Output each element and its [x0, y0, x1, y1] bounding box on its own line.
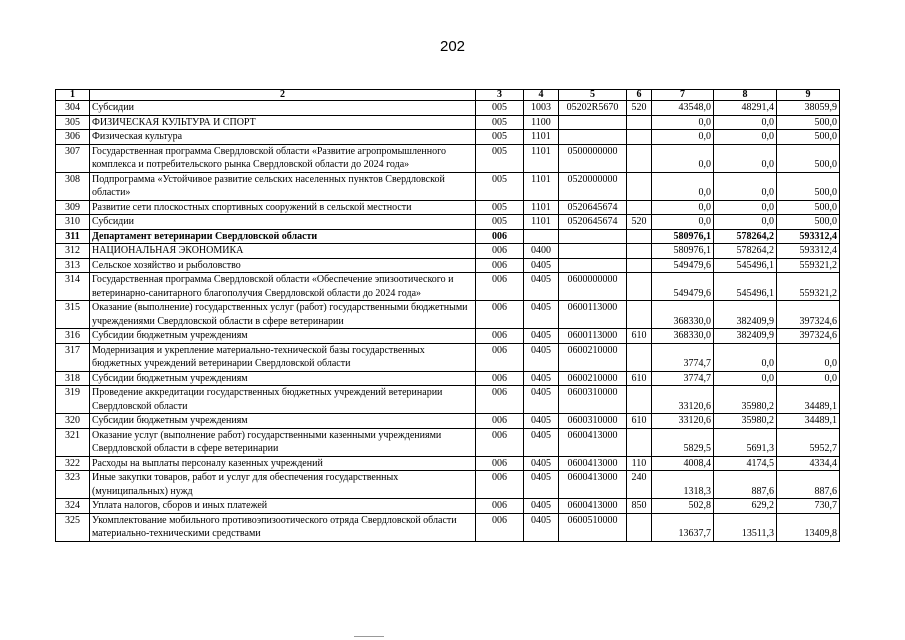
value-col8: 13511,3: [714, 513, 777, 541]
code-section: [524, 229, 559, 244]
value-col8: 545496,1: [714, 273, 777, 301]
row-number: 305: [56, 115, 90, 130]
value-col9: 500,0: [777, 215, 840, 230]
row-number: 312: [56, 244, 90, 259]
value-col9: 0,0: [777, 371, 840, 386]
code-expense-type: [627, 172, 652, 200]
code-section: 1101: [524, 200, 559, 215]
column-header: 4: [524, 90, 559, 101]
code-expense-type: [627, 343, 652, 371]
value-col7: 33120,6: [652, 386, 714, 414]
row-name: Департамент ветеринарии Свердловской области: [90, 229, 476, 244]
table-row: [56, 428, 840, 456]
code-ministry: 006: [476, 428, 524, 456]
table-row: [56, 329, 840, 344]
code-expense-type: 610: [627, 414, 652, 429]
row-number: 323: [56, 471, 90, 499]
code-ministry: 006: [476, 258, 524, 273]
column-header: 9: [777, 90, 840, 101]
code-ministry: 005: [476, 172, 524, 200]
code-expense-type: [627, 200, 652, 215]
row-name: Субсидии бюджетным учреждениям: [90, 329, 476, 344]
value-col9: 500,0: [777, 172, 840, 200]
value-col8: 578264,2: [714, 229, 777, 244]
value-col9: 5952,7: [777, 428, 840, 456]
row-number: 307: [56, 144, 90, 172]
code-expense-type: [627, 130, 652, 145]
row-name: Физическая культура: [90, 130, 476, 145]
value-col8: 4174,5: [714, 456, 777, 471]
value-col8: 545496,1: [714, 258, 777, 273]
value-col9: 500,0: [777, 130, 840, 145]
code-section: 0405: [524, 371, 559, 386]
code-expense-type: [627, 513, 652, 541]
row-number: 315: [56, 301, 90, 329]
value-col8: 5691,3: [714, 428, 777, 456]
code-expense-type: 520: [627, 101, 652, 116]
value-col8: 578264,2: [714, 244, 777, 259]
column-header: 3: [476, 90, 524, 101]
table-row: [56, 115, 840, 130]
code-expense-type: 520: [627, 215, 652, 230]
code-section: 0405: [524, 513, 559, 541]
value-col9: 13409,8: [777, 513, 840, 541]
row-number: 314: [56, 273, 90, 301]
code-expense-type: 610: [627, 329, 652, 344]
code-ministry: 006: [476, 273, 524, 301]
code-section: 1101: [524, 215, 559, 230]
value-col7: 1318,3: [652, 471, 714, 499]
row-number: 321: [56, 428, 90, 456]
value-col8: 382409,9: [714, 329, 777, 344]
value-col7: 33120,6: [652, 414, 714, 429]
table-row: [56, 343, 840, 371]
code-ministry: 006: [476, 343, 524, 371]
code-expense-type: [627, 144, 652, 172]
value-col7: 580976,1: [652, 229, 714, 244]
value-col9: 593312,4: [777, 229, 840, 244]
table-row: [56, 371, 840, 386]
code-target: 0600510000: [559, 513, 627, 541]
code-target: 0600413000: [559, 471, 627, 499]
code-target: 0600000000: [559, 273, 627, 301]
row-name: Расходы на выплаты персоналу казенных учреждений: [90, 456, 476, 471]
column-header: 2: [90, 90, 476, 101]
value-col7: 3774,7: [652, 371, 714, 386]
column-header: 7: [652, 90, 714, 101]
value-col7: 549479,6: [652, 273, 714, 301]
code-target: 0600210000: [559, 371, 627, 386]
code-target: 0520000000: [559, 172, 627, 200]
code-section: 0405: [524, 414, 559, 429]
code-section: 0405: [524, 258, 559, 273]
row-number: 324: [56, 499, 90, 514]
code-target: 05202R5670: [559, 101, 627, 116]
row-number: 317: [56, 343, 90, 371]
code-target: [559, 258, 627, 273]
table-row: [56, 513, 840, 541]
value-col7: 4008,4: [652, 456, 714, 471]
code-target: 0600210000: [559, 343, 627, 371]
code-target: 0600310000: [559, 386, 627, 414]
code-section: 0400: [524, 244, 559, 259]
value-col7: 13637,7: [652, 513, 714, 541]
code-ministry: 006: [476, 471, 524, 499]
row-name: Оказание услуг (выполнение работ) государственными казенными учреждениями Свердловской области в сфере ветеринарии: [90, 428, 476, 456]
value-col7: 0,0: [652, 172, 714, 200]
table-row: [56, 414, 840, 429]
row-name: Уплата налогов, сборов и иных платежей: [90, 499, 476, 514]
value-col7: 502,8: [652, 499, 714, 514]
code-expense-type: [627, 244, 652, 259]
value-col9: 500,0: [777, 200, 840, 215]
row-name: ФИЗИЧЕСКАЯ КУЛЬТУРА И СПОРТ: [90, 115, 476, 130]
value-col8: 0,0: [714, 200, 777, 215]
table-row: [56, 456, 840, 471]
code-expense-type: [627, 301, 652, 329]
code-section: 1101: [524, 130, 559, 145]
code-target: [559, 130, 627, 145]
code-section: 0405: [524, 471, 559, 499]
code-expense-type: 610: [627, 371, 652, 386]
row-number: 304: [56, 101, 90, 116]
code-target: [559, 115, 627, 130]
value-col9: 500,0: [777, 115, 840, 130]
code-target: [559, 229, 627, 244]
row-number: 310: [56, 215, 90, 230]
row-number: 320: [56, 414, 90, 429]
code-expense-type: [627, 428, 652, 456]
code-section: 1003: [524, 101, 559, 116]
code-ministry: 006: [476, 499, 524, 514]
code-ministry: 005: [476, 101, 524, 116]
table-row: [56, 130, 840, 145]
row-number: 325: [56, 513, 90, 541]
code-section: 1101: [524, 144, 559, 172]
code-target: 0500000000: [559, 144, 627, 172]
table-row: [56, 215, 840, 230]
column-header: 1: [56, 90, 90, 101]
row-name: Проведение аккредитации государственных бюджетных учреждений ветеринарии Свердловской области: [90, 386, 476, 414]
code-target: 0600113000: [559, 301, 627, 329]
code-target: 0600113000: [559, 329, 627, 344]
value-col9: 559321,2: [777, 273, 840, 301]
value-col7: 549479,6: [652, 258, 714, 273]
row-number: 309: [56, 200, 90, 215]
code-ministry: 006: [476, 244, 524, 259]
row-number: 308: [56, 172, 90, 200]
code-target: 0600413000: [559, 456, 627, 471]
row-name: Субсидии: [90, 101, 476, 116]
code-ministry: 005: [476, 144, 524, 172]
value-col8: 0,0: [714, 115, 777, 130]
table-row: [56, 499, 840, 514]
code-ministry: 006: [476, 229, 524, 244]
code-expense-type: [627, 386, 652, 414]
value-col8: 0,0: [714, 130, 777, 145]
value-col9: 593312,4: [777, 244, 840, 259]
scan-mark: [354, 636, 384, 637]
value-col9: 397324,6: [777, 301, 840, 329]
code-ministry: 006: [476, 329, 524, 344]
row-number: 306: [56, 130, 90, 145]
code-target: 0600310000: [559, 414, 627, 429]
column-header: 5: [559, 90, 627, 101]
value-col9: 34489,1: [777, 386, 840, 414]
value-col9: 887,6: [777, 471, 840, 499]
code-expense-type: [627, 229, 652, 244]
code-section: 0405: [524, 386, 559, 414]
table-row: [56, 273, 840, 301]
value-col8: 35980,2: [714, 386, 777, 414]
code-ministry: 006: [476, 301, 524, 329]
code-section: 0405: [524, 456, 559, 471]
code-expense-type: [627, 115, 652, 130]
value-col7: 0,0: [652, 130, 714, 145]
row-name: Государственная программа Свердловской области «Обеспечение эпизоотического и ветеринарно-санитарного благополучия Свердловской области до 2024 года»: [90, 273, 476, 301]
code-expense-type: [627, 258, 652, 273]
row-name: Модернизация и укрепление материально-технической базы государственных бюджетных учреждений ветеринарии Свердловской области: [90, 343, 476, 371]
row-name: Сельское хозяйство и рыболовство: [90, 258, 476, 273]
code-expense-type: 240: [627, 471, 652, 499]
value-col7: 580976,1: [652, 244, 714, 259]
row-name: Государственная программа Свердловской области «Развитие агропромышленного комплекса и потребительского рынка Свердловской области до 2024 года»: [90, 144, 476, 172]
row-name: Оказание (выполнение) государственных услуг (работ) государственными бюджетными учреждениями Свердловской области в сфере ветеринарии: [90, 301, 476, 329]
code-ministry: 005: [476, 115, 524, 130]
table-body: [56, 101, 840, 542]
table-row: [56, 144, 840, 172]
table-row: [56, 229, 840, 244]
value-col7: 43548,0: [652, 101, 714, 116]
value-col8: 382409,9: [714, 301, 777, 329]
value-col8: 0,0: [714, 371, 777, 386]
table-row: [56, 258, 840, 273]
code-target: [559, 244, 627, 259]
value-col8: 0,0: [714, 343, 777, 371]
value-col7: 368330,0: [652, 329, 714, 344]
row-name: Подпрограмма «Устойчивое развитие сельских населенных пунктов Свердловской области»: [90, 172, 476, 200]
page-number: 202: [439, 38, 466, 55]
value-col8: 887,6: [714, 471, 777, 499]
code-ministry: 006: [476, 456, 524, 471]
value-col7: 0,0: [652, 215, 714, 230]
code-ministry: 005: [476, 130, 524, 145]
value-col8: 0,0: [714, 172, 777, 200]
row-name: Укомплектование мобильного противоэпизоотического отряда Свердловской области материально-техническими средствами: [90, 513, 476, 541]
value-col9: 34489,1: [777, 414, 840, 429]
code-ministry: 005: [476, 215, 524, 230]
table-row: [56, 386, 840, 414]
row-name: Развитие сети плоскостных спортивных сооружений в сельской местности: [90, 200, 476, 215]
value-col8: 35980,2: [714, 414, 777, 429]
code-ministry: 006: [476, 414, 524, 429]
value-col8: 629,2: [714, 499, 777, 514]
table-row: [56, 244, 840, 259]
value-col7: 3774,7: [652, 343, 714, 371]
table-row: [56, 301, 840, 329]
value-col9: 0,0: [777, 343, 840, 371]
table-row: [56, 471, 840, 499]
code-ministry: 005: [476, 200, 524, 215]
value-col9: 38059,9: [777, 101, 840, 116]
code-section: 0405: [524, 499, 559, 514]
row-name: Иные закупки товаров, работ и услуг для обеспечения государственных (муниципальных) нужд: [90, 471, 476, 499]
row-name: НАЦИОНАЛЬНАЯ ЭКОНОМИКА: [90, 244, 476, 259]
row-number: 318: [56, 371, 90, 386]
row-number: 319: [56, 386, 90, 414]
table-row: [56, 172, 840, 200]
code-section: 0405: [524, 343, 559, 371]
code-section: 0405: [524, 428, 559, 456]
row-number: 311: [56, 229, 90, 244]
code-ministry: 006: [476, 386, 524, 414]
code-expense-type: 110: [627, 456, 652, 471]
value-col9: 4334,4: [777, 456, 840, 471]
code-target: 0600413000: [559, 499, 627, 514]
value-col9: 730,7: [777, 499, 840, 514]
value-col7: 368330,0: [652, 301, 714, 329]
row-number: 316: [56, 329, 90, 344]
code-expense-type: [627, 273, 652, 301]
row-name: Субсидии бюджетным учреждениям: [90, 414, 476, 429]
table-row: [56, 200, 840, 215]
code-expense-type: 850: [627, 499, 652, 514]
code-section: 0405: [524, 301, 559, 329]
value-col9: 500,0: [777, 144, 840, 172]
budget-table: [55, 89, 840, 542]
code-section: 1100: [524, 115, 559, 130]
row-name: Субсидии бюджетным учреждениям: [90, 371, 476, 386]
code-section: 0405: [524, 329, 559, 344]
row-number: 313: [56, 258, 90, 273]
table-row: [56, 101, 840, 116]
column-header: 6: [627, 90, 652, 101]
value-col7: 0,0: [652, 200, 714, 215]
code-target: 0600413000: [559, 428, 627, 456]
row-number: 322: [56, 456, 90, 471]
value-col9: 559321,2: [777, 258, 840, 273]
code-section: 0405: [524, 273, 559, 301]
row-name: Субсидии: [90, 215, 476, 230]
code-ministry: 006: [476, 371, 524, 386]
code-target: 0520645674: [559, 200, 627, 215]
value-col9: 397324,6: [777, 329, 840, 344]
header-row: [56, 90, 840, 101]
value-col8: 0,0: [714, 215, 777, 230]
value-col7: 5829,5: [652, 428, 714, 456]
code-target: 0520645674: [559, 215, 627, 230]
code-ministry: 006: [476, 513, 524, 541]
code-section: 1101: [524, 172, 559, 200]
value-col7: 0,0: [652, 144, 714, 172]
value-col8: 0,0: [714, 144, 777, 172]
value-col7: 0,0: [652, 115, 714, 130]
column-header: 8: [714, 90, 777, 101]
value-col8: 48291,4: [714, 101, 777, 116]
